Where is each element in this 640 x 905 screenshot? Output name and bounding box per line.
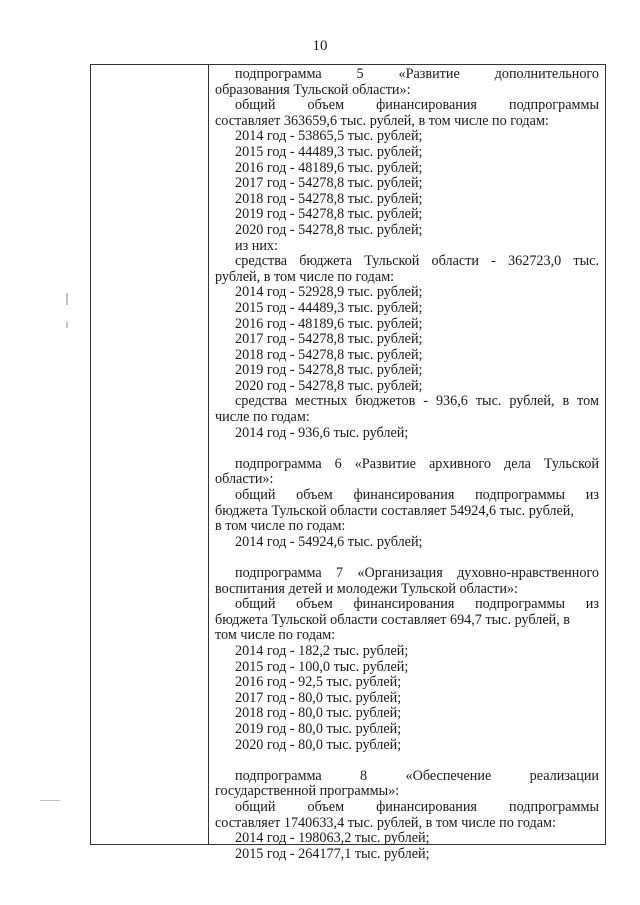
text-line: подпрограмма 5 «Развитие дополнительного bbox=[235, 66, 599, 82]
text-line: составляет 363659,6 тыс. рублей, в том числе по годам: bbox=[215, 112, 549, 129]
text-line: 2018 год - 54278,8 тыс. рублей; bbox=[235, 190, 423, 207]
text-line: числе по годам: bbox=[215, 409, 310, 426]
text-line: подпрограмма 7 «Организация духовно-нравственного bbox=[235, 565, 599, 581]
text-line: 2020 год - 54278,8 тыс. рублей; bbox=[235, 377, 423, 394]
text-line: общий объем финансирования подпрограммы bbox=[235, 798, 599, 815]
text-line: 2015 год - 44489,3 тыс. рублей; bbox=[235, 143, 423, 160]
text-line: 2020 год - 54278,8 тыс. рублей; bbox=[235, 221, 423, 238]
block-gap bbox=[215, 441, 599, 457]
text-line: 2015 год - 100,0 тыс. рублей; bbox=[235, 658, 409, 675]
text-line: 2016 год - 92,5 тыс. рублей; bbox=[235, 674, 402, 691]
scan-artifact bbox=[66, 322, 68, 328]
table-content-cell bbox=[215, 67, 599, 862]
text-line: бюджета Тульской области составляет 694,7 тыс. рублей, в bbox=[215, 611, 571, 628]
text-line: 2014 год - 936,6 тыс. рублей; bbox=[235, 424, 409, 441]
text-line: подпрограмма 6 «Развитие архивного дела Тульской bbox=[235, 455, 599, 472]
text-line: 2014 год - 53865,5 тыс. рублей; bbox=[235, 128, 423, 145]
text-line: бюджета Тульской области составляет 54924,6 тыс. рублей, bbox=[215, 502, 574, 519]
text-line: 2019 год - 54278,8 тыс. рублей; bbox=[235, 206, 423, 223]
text-line: 2014 год - 54924,6 тыс. рублей; bbox=[235, 533, 423, 550]
subprogram-block bbox=[215, 566, 599, 753]
text-line: 2018 год - 80,0 тыс. рублей; bbox=[235, 705, 402, 722]
text-line: средства бюджета Тульской области - 362723,0 тыс. bbox=[235, 253, 599, 270]
text-line: 2014 год - 182,2 тыс. рублей; bbox=[235, 642, 409, 659]
text-line: общий объем финансирования подпрограммы из bbox=[235, 487, 599, 504]
text-line: 2017 год - 54278,8 тыс. рублей; bbox=[235, 175, 423, 192]
text-line: 2018 год - 54278,8 тыс. рублей; bbox=[235, 346, 423, 363]
text-line: 2019 год - 54278,8 тыс. рублей; bbox=[235, 362, 423, 379]
text-line: из них: bbox=[235, 237, 278, 254]
text-line: воспитания детей и молодежи Тульской области»: bbox=[215, 580, 518, 597]
page-number: 10 bbox=[312, 38, 328, 54]
text-line: 2016 год - 48189,6 тыс. рублей; bbox=[235, 315, 423, 332]
subprogram-block bbox=[215, 769, 599, 863]
text-line: области»: bbox=[215, 471, 274, 488]
text-line: 2014 год - 198063,2 тыс. рублей; bbox=[235, 830, 430, 847]
text-line: государственной программы»: bbox=[215, 783, 400, 800]
text-line: рублей, в том числе по годам: bbox=[215, 268, 395, 285]
text-line: том числе по годам: bbox=[215, 627, 336, 644]
text-line: образования Тульской области»: bbox=[215, 81, 411, 98]
scan-artifact bbox=[66, 293, 68, 305]
text-line: 2020 год - 80,0 тыс. рублей; bbox=[235, 736, 402, 753]
text-line: общий объем финансирования подпрограммы bbox=[235, 97, 599, 114]
text-line: подпрограмма 8 «Обеспечение реализации bbox=[235, 767, 599, 784]
scan-artifact bbox=[40, 800, 60, 801]
financing-table bbox=[90, 64, 606, 862]
text-line: 2017 год - 80,0 тыс. рублей; bbox=[235, 689, 402, 706]
text-line: в том числе по годам: bbox=[215, 518, 346, 535]
text-line: общий объем финансирования подпрограммы из bbox=[235, 596, 599, 613]
text-line: составляет 1740633,4 тыс. рублей, в том числе по годам: bbox=[215, 814, 556, 831]
block-gap bbox=[215, 550, 599, 566]
subprogram-block bbox=[215, 67, 599, 441]
table-column-divider bbox=[208, 65, 209, 844]
text-line: 2017 год - 54278,8 тыс. рублей; bbox=[235, 331, 423, 348]
text-line: 2016 год - 48189,6 тыс. рублей; bbox=[235, 159, 423, 176]
block-gap bbox=[215, 753, 599, 769]
text-line: средства местных бюджетов - 936,6 тыс. рублей, в том bbox=[235, 393, 599, 410]
text-line: 2015 год - 44489,3 тыс. рублей; bbox=[235, 299, 423, 316]
text-line: 2015 год - 264177,1 тыс. рублей; bbox=[235, 845, 430, 862]
text-line: 2014 год - 52928,9 тыс. рублей; bbox=[235, 284, 423, 301]
subprogram-block bbox=[215, 457, 599, 551]
text-line: 2019 год - 80,0 тыс. рублей; bbox=[235, 720, 402, 737]
